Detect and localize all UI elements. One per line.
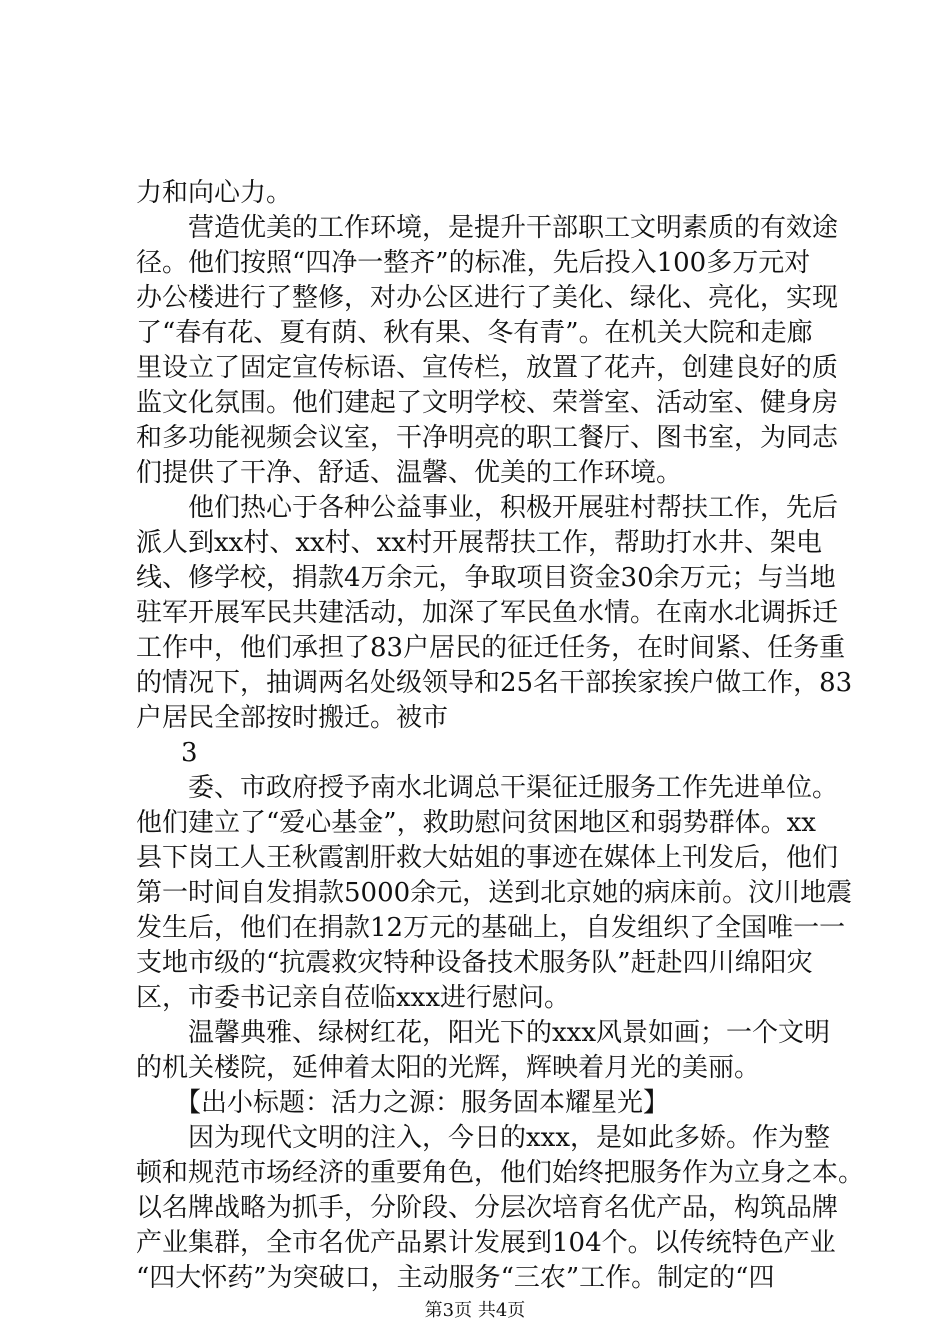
text-line: 委、市政府授予南水北调总干渠征迁服务工作先进单位。 [136, 773, 839, 803]
section-subtitle: 【出小标题：活力之源：服务固本耀星光】 [136, 1088, 670, 1118]
text-line: 支地市级的“抗震救灾特种设备技术服务队”赶赴四川绵阳灾 [136, 948, 813, 978]
text-line: 办公楼进行了整修，对办公区进行了美化、绿化、亮化，实现 [136, 283, 839, 313]
text-line: 的情况下，抽调两名处级领导和25名干部挨家挨户做工作，83 [136, 668, 853, 698]
text-line: 们提供了干净、舒适、温馨、优美的工作环境。 [136, 458, 683, 488]
text-line: 营造优美的工作环境，是提升干部职工文明素质的有效途 [136, 213, 839, 243]
text-line: “四大怀药”为突破口，主动服务“三农”工作。制定的“四 [136, 1263, 775, 1293]
text-line: 径。他们按照“四净一整齐”的标准，先后投入100多万元对 [136, 248, 811, 278]
text-line: 他们建立了“爱心基金”，救助慰问贫困地区和弱势群体。xx [136, 808, 816, 838]
text-line: 以名牌战略为抓手，分阶段、分层次培育名优产品，构筑品牌 [136, 1193, 839, 1223]
inline-page-number: 3 [181, 738, 198, 768]
text-line: 顿和规范市场经济的重要角色，他们始终把服务作为立身之本。 [136, 1158, 865, 1188]
text-line: 监文化氛围。他们建起了文明学校、荣誉室、活动室、健身房 [136, 388, 839, 418]
text-line: 派人到xx村、xx村、xx村开展帮扶工作，帮助打水井、架电 [136, 528, 822, 558]
text-line: 温馨典雅、绿树红花，阳光下的xxx风景如画；一个文明 [136, 1018, 830, 1048]
text-line: 因为现代文明的注入，今日的xxx，是如此多娇。作为整 [136, 1123, 830, 1153]
page-footer: 第3页 共4页 [424, 1300, 526, 1321]
text-line: 区，市委书记亲自莅临xxx进行慰问。 [136, 983, 570, 1013]
text-line: 第一时间自发捐款5000余元，送到北京她的病床前。汶川地震 [136, 878, 853, 908]
text-line: 发生后，他们在捐款12万元的基础上，自发组织了全国唯一一 [136, 913, 846, 943]
text-line: 驻军开展军民共建活动，加深了军民鱼水情。在南水北调拆迁 [136, 598, 839, 628]
text-line: 里设立了固定宣传标语、宣传栏，放置了花卉，创建良好的质 [136, 353, 839, 383]
text-line: 的机关楼院，延伸着太阳的光辉，辉映着月光的美丽。 [136, 1053, 761, 1083]
text-line: 了“春有花、夏有荫、秋有果、冬有青”。在机关大院和走廊 [136, 318, 813, 348]
text-line: 产业集群，全市名优产品累计发展到104个。以传统特色产业 [136, 1228, 836, 1258]
text-line: 力和向心力。 [136, 178, 293, 208]
text-line: 工作中，他们承担了83户居民的征迁任务，在时间紧、任务重 [136, 633, 846, 663]
text-line: 和多功能视频会议室，干净明亮的职工餐厅、图书室，为同志 [136, 423, 839, 453]
text-line: 户居民全部按时搬迁。被市 [136, 703, 449, 733]
text-line: 县下岗工人王秋霞割肝救大姑姐的事迹在媒体上刊发后，他们 [136, 843, 839, 873]
text-line: 他们热心于各种公益事业，积极开展驻村帮扶工作，先后 [136, 493, 839, 523]
text-line: 线、修学校，捐款4万余元，争取项目资金30余万元；与当地 [136, 563, 836, 593]
